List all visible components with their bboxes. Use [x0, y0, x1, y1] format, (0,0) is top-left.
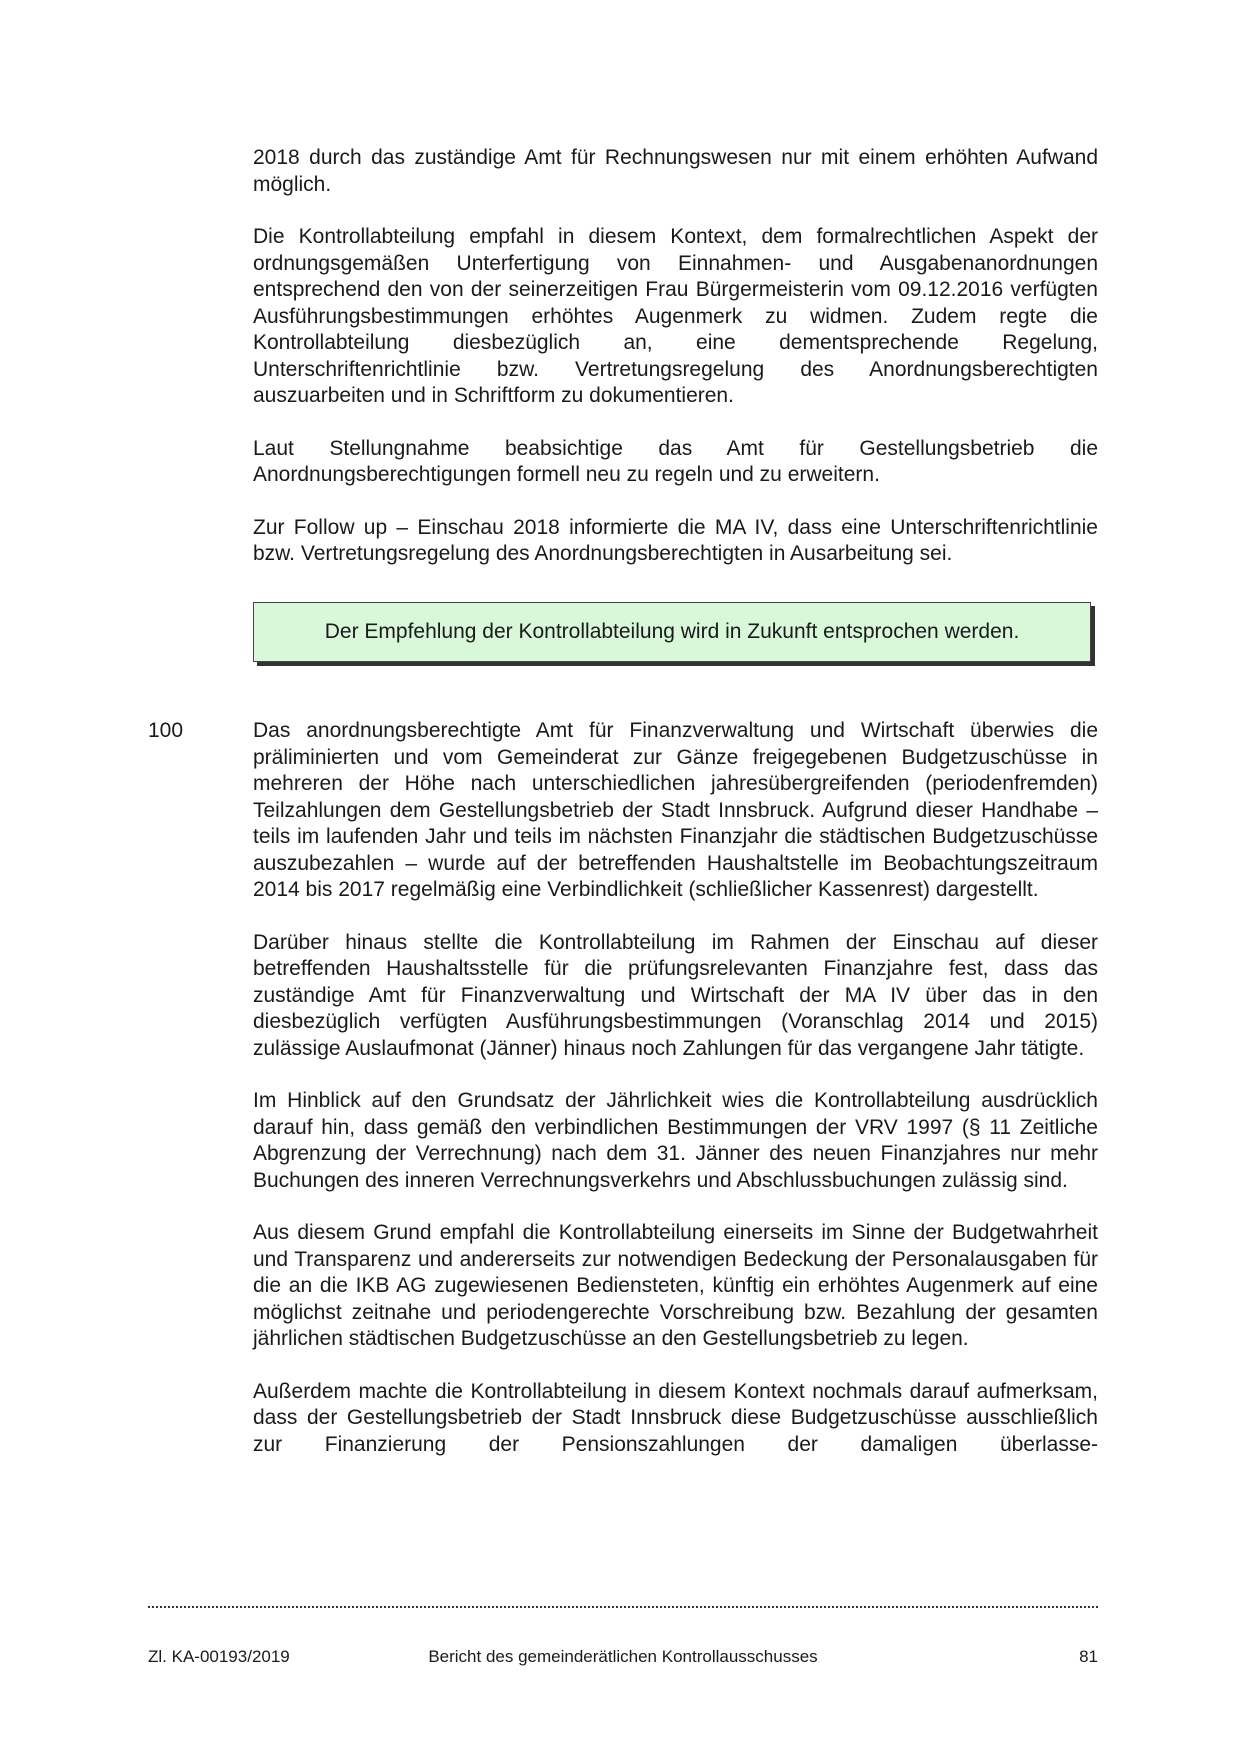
paragraph-number: 100 — [148, 719, 184, 742]
recommendation-text: Der Empfehlung der Kontrollabteilung wird in Zukunft entsprochen werden. — [324, 620, 1020, 643]
footer-reference: Zl. KA-00193/2019 — [148, 1647, 290, 1666]
paragraph: 2018 durch das zuständige Amt für Rechnungswesen nur mit einem erhöhten Aufwand möglich. — [253, 146, 1098, 196]
paragraph: Im Hinblick auf den Grundsatz der Jährlichkeit wies die Kontrollabteilung ausdrücklich darauf hin, dass gemäß den verbindlichen Bestimmungen der VRV 1997 (§ 11 Zeitliche Abgrenzung der Verrechnung) nach dem 31. Jänner des neuen Finanzjahres nur mehr Buchungen des inneren Verrechnungsverkehrs und Abschlussbuchungen zulässig sind. — [253, 1089, 1098, 1192]
paragraph: Außerdem machte die Kontrollabteilung in diesem Kontext nochmals darauf aufmerksam, dass der Gestellungsbetrieb der Stadt Innsbruck diese Budgetzuschüsse ausschließlich zur Finanzierung der Pensionszahlungen der damaligen überlasse- — [253, 1379, 1098, 1456]
page-footer — [148, 1645, 1098, 1669]
footer-divider — [148, 1606, 1098, 1608]
section-100-text — [253, 718, 1098, 1458]
paragraph: Aus diesem Grund empfahl die Kontrollabteilung einerseits im Sinne der Budgetwahrheit und Transparenz und andererseits zur notwendigen Bedeckung der Personalausgaben für die an die IKB AG zugewiesenen Bediensteten, künftig ein erhöhtes Augenmerk auf eine möglichst zeitnahe und periodengerechte Vorschreibung bzw. Bezahlung der gesamten jährlichen städtischen Budgetzuschüsse an den Gestellungsbetrieb zu legen. — [253, 1221, 1098, 1350]
paragraph: Die Kontrollabteilung empfahl in diesem Kontext, dem formalrechtlichen Aspekt der ordnungsgemäßen Unterfertigung von Einnahmen- und Ausgabenanordnungen entsprechend den von der seinerzeitigen Frau Bürgermeisterin vom 09.12.2016 verfügten Ausführungsbestimmungen erhöhtes Augenmerk zu widmen. Zudem regte die Kontrollabteilung diesbezüglich an, eine dementsprechende Regelung, Unterschriftenrichtlinie bzw. Vertretungsregelung des Anordnungsberechtigten auszuarbeiten und in Schriftform zu dokumentieren. — [253, 225, 1098, 407]
paragraph: Darüber hinaus stellte die Kontrollabteilung im Rahmen der Einschau auf dieser betreffenden Haushaltsstelle für die prüfungsrelevanten Finanzjahre fest, dass das zuständige Amt für Finanzverwaltung und Wirtschaft der MA IV über das in den diesbezüglich verfügten Ausführungsbestimmungen (Voranschlag 2014 und 2015) zulässige Auslaufmonat (Jänner) hinaus noch Zahlungen für das vergangene Jahr tätigte. — [253, 930, 1098, 1060]
paragraph: Das anordnungsberechtigte Amt für Finanzverwaltung und Wirtschaft überwies die präliminierten und vom Gemeinderat zur Gänze freigegebenen Budgetzuschüsse in mehreren der Höhe nach unterschiedlichen jahresübergreifenden (periodenfremden) Teilzahlungen dem Gestellungsbetrieb der Stadt Innsbruck. Aufgrund dieser Handhabe – teils im laufenden Jahr und teils im nächsten Finanzjahr die städtischen Budgetzuschüsse auszubezahlen – wurde auf der betreffenden Haushaltstelle im Beobachtungszeitraum 2014 bis 2017 regelmäßig eine Verbindlichkeit (schließlicher Kassenrest) dargestellt. — [253, 719, 1098, 901]
footer-page-number: 81 — [1079, 1647, 1098, 1666]
top-text-block — [253, 145, 1098, 568]
recommendation-box — [253, 602, 1091, 662]
footer-title: Bericht des gemeinderätlichen Kontrollausschusses — [428, 1647, 818, 1666]
paragraph: Zur Follow up – Einschau 2018 informierte die MA IV, dass eine Unterschriftenrichtlinie bzw. Vertretungsregelung des Anordnungsberechtigten in Ausarbeitung sei. — [253, 515, 1098, 565]
paragraph: Laut Stellungnahme beabsichtige das Amt für Gestellungsbetrieb die Anordnungsberechtigungen formell neu zu regeln und zu erweitern. — [253, 436, 1098, 486]
